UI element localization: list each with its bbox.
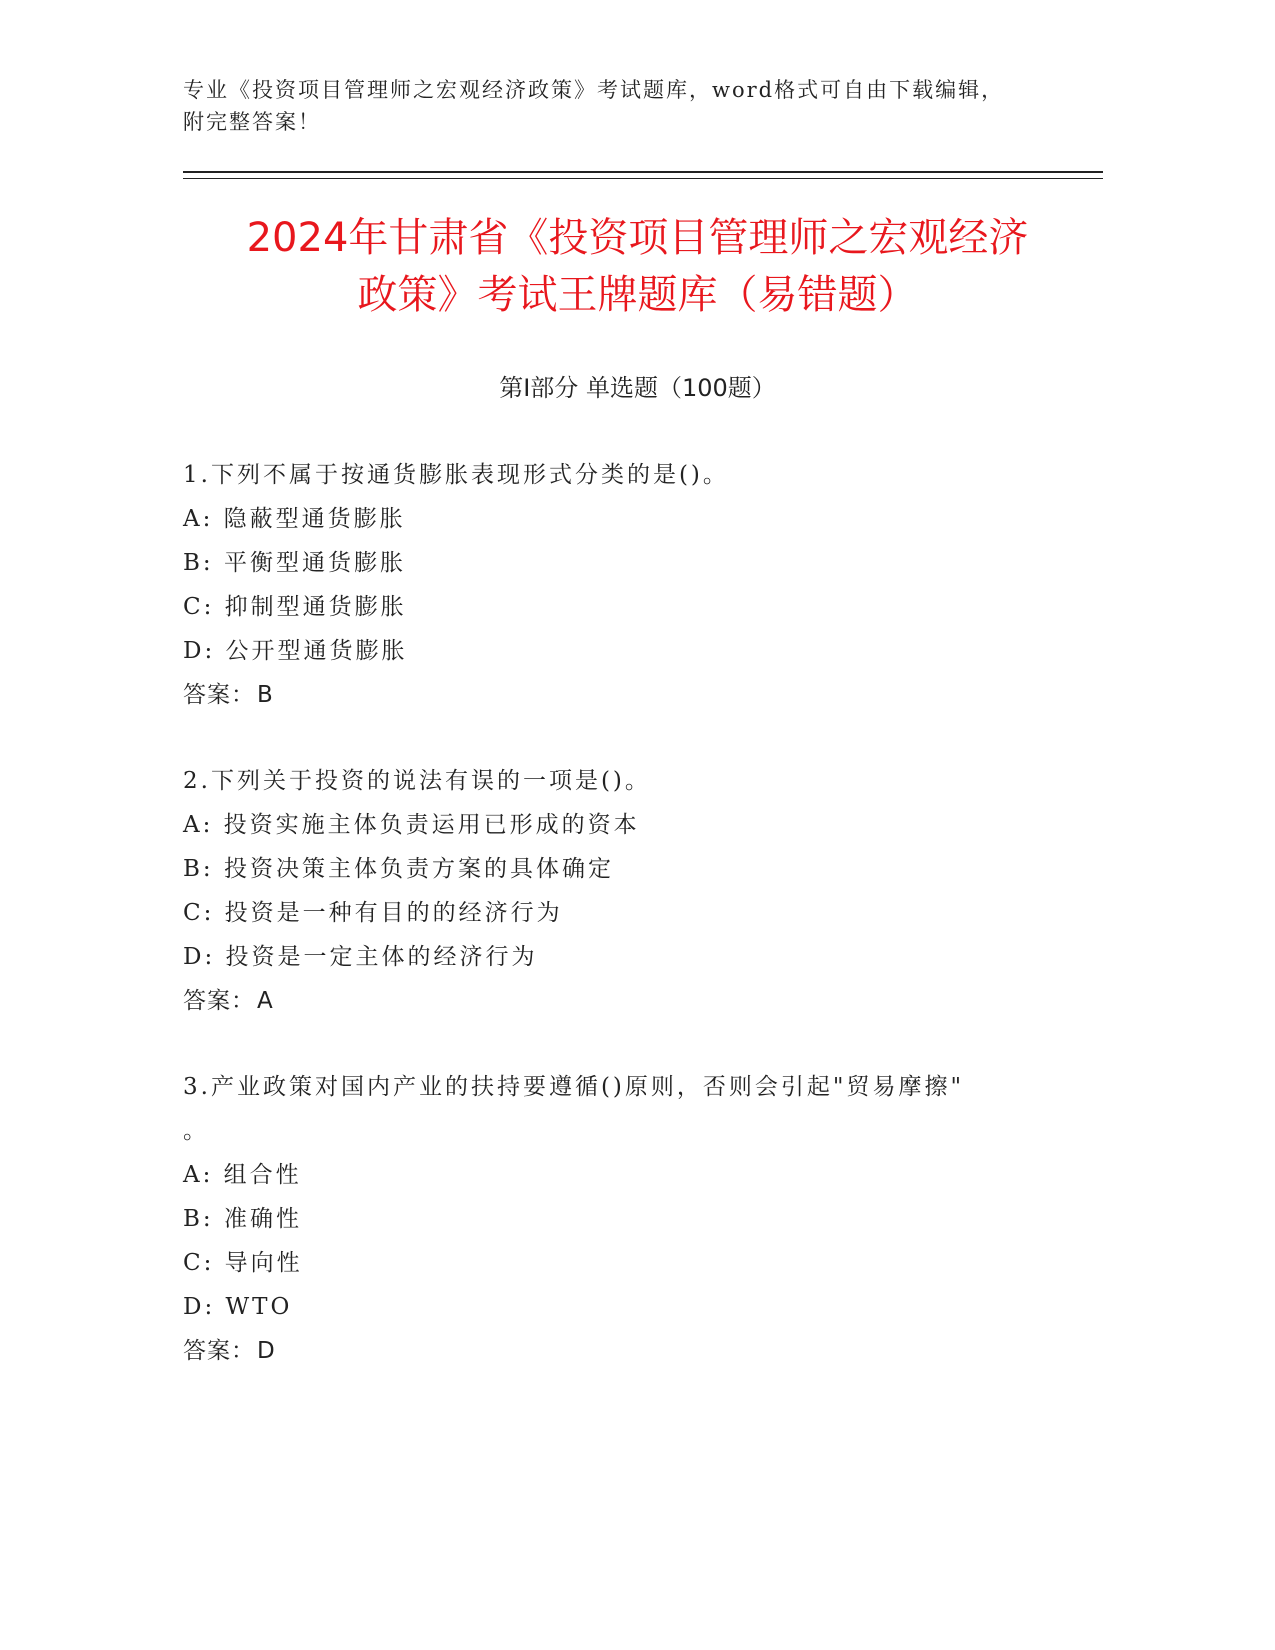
option-letter: A: (183, 812, 214, 838)
option-letter: B: (183, 550, 214, 576)
question-item (183, 1065, 1043, 1373)
option-text: 投资实施主体负责运用已形成的资本 (223, 812, 640, 838)
option-letter: D: (183, 944, 216, 970)
option-b (183, 847, 1043, 891)
title-line-2: 政策》考试王牌题库（易错题） (357, 272, 918, 318)
option-text: 投资是一定主体的经济行为 (225, 944, 538, 970)
option-text: 平衡型通货膨胀 (223, 550, 406, 576)
answer-value: D (257, 1338, 276, 1364)
header-line-1: 专业《投资项目管理师之宏观经济政策》考试题库，word格式可自由下载编辑， (183, 78, 1005, 102)
section-heading: 第Ⅰ部分 单选题（100题） (499, 374, 776, 402)
option-text: 投资决策主体负责方案的具体确定 (223, 856, 614, 882)
answer-label: 答案： (183, 988, 255, 1014)
option-a (183, 803, 1043, 847)
question-item (183, 759, 1043, 1023)
option-d (183, 1285, 1043, 1329)
answer-line (183, 1329, 1043, 1373)
option-c (183, 891, 1043, 935)
question-list (183, 453, 1043, 1415)
option-d (183, 629, 1043, 673)
question-stem-text: 3.产业政策对国内产业的扶持要遵循()原则，否则会引起"贸易摩擦" (183, 1074, 965, 1100)
option-text: 隐蔽型通货膨胀 (223, 506, 406, 532)
option-a (183, 1153, 1043, 1197)
option-letter: C: (183, 594, 215, 620)
option-text: 准确性 (223, 1206, 302, 1232)
option-c (183, 585, 1043, 629)
option-letter: A: (183, 506, 214, 532)
option-b (183, 1197, 1043, 1241)
header-line-2: 附完整答案！ (183, 110, 321, 134)
option-letter: C: (183, 900, 215, 926)
title-line-1: 2024年甘肃省《投资项目管理师之宏观经济 (246, 215, 1029, 261)
question-stem-text: 1.下列不属于按通货膨胀表现形式分类的是()。 (183, 462, 729, 488)
question-stem (183, 453, 1043, 497)
option-text: 公开型通货膨胀 (225, 638, 408, 664)
answer-value: A (257, 988, 274, 1014)
answer-label: 答案： (183, 1338, 255, 1364)
question-item (183, 453, 1043, 717)
option-text: 导向性 (224, 1250, 303, 1276)
option-letter: A: (183, 1162, 214, 1188)
option-c (183, 1241, 1043, 1285)
header-divider-thin (183, 178, 1103, 179)
question-stem (183, 759, 1043, 803)
header-divider-thick (183, 171, 1103, 173)
question-stem-text: 2.下列关于投资的说法有误的一项是()。 (183, 768, 651, 794)
option-a (183, 497, 1043, 541)
option-text: WTO (225, 1294, 293, 1320)
option-d (183, 935, 1043, 979)
option-b (183, 541, 1043, 585)
answer-label: 答案： (183, 682, 255, 708)
option-letter: B: (183, 856, 214, 882)
answer-value: B (257, 682, 274, 708)
document-header (183, 74, 1063, 138)
option-text: 抑制型通货膨胀 (224, 594, 407, 620)
option-text: 组合性 (223, 1162, 302, 1188)
option-letter: D: (183, 638, 216, 664)
answer-line (183, 979, 1043, 1023)
option-letter: D: (183, 1294, 216, 1320)
option-text: 投资是一种有目的的经济行为 (224, 900, 563, 926)
option-letter: C: (183, 1250, 215, 1276)
answer-line (183, 673, 1043, 717)
option-letter: B: (183, 1206, 214, 1232)
question-stem (183, 1065, 1043, 1153)
document-title (150, 210, 1125, 324)
question-stem-continuation: 。 (183, 1118, 209, 1144)
